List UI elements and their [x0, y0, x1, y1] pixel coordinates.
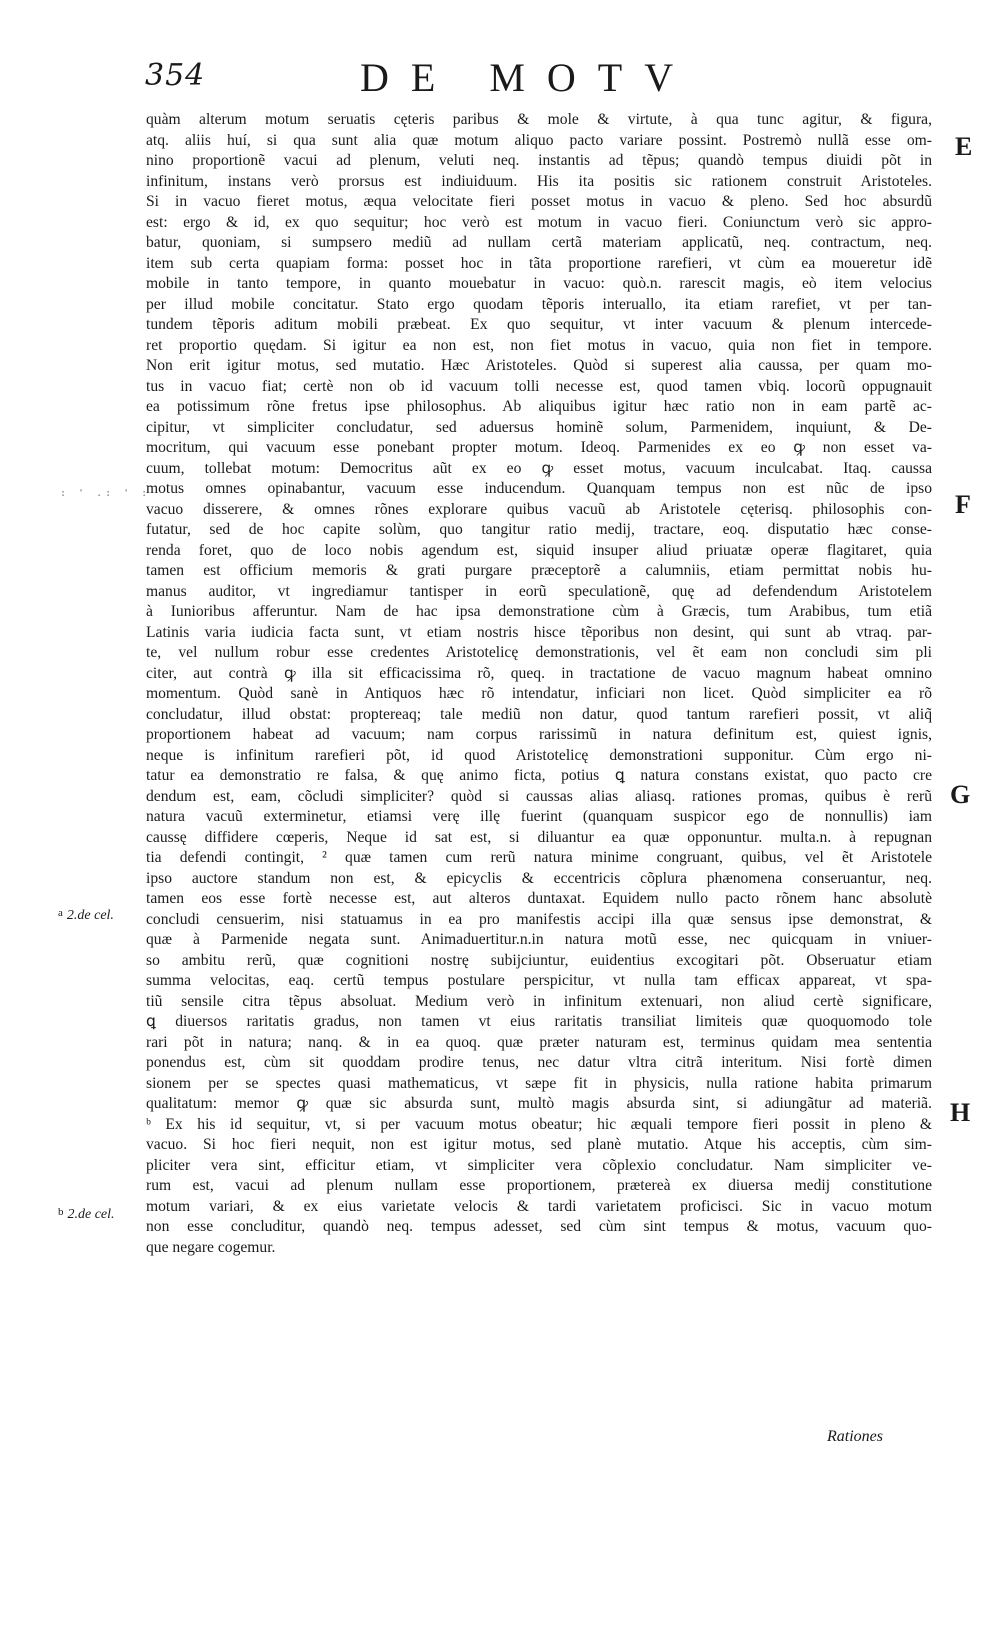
text-line: tia defendi contingit, ² quæ tamen cum rerũ natura minime congruant, quibus, vel ẽt Aristotele	[146, 849, 932, 866]
text-line: summa velocitas, eaq. certũ tempus postulare perspicitur, vt nulla tam efficax appareat, vt spa-	[146, 972, 932, 989]
text-line: renda foret, quo de loco nobis agendum est, siquid insuper aliud priuatæ operæ flagitaret, quia	[146, 541, 932, 559]
text-line: est: ergo & id, ex quo sequitur; hoc verò est motum in vacuo fieri. Coniunctum verò sic appro-	[146, 213, 932, 231]
text-line: vacuo disserere, & omnes rõnes explorare quibus vacuũ ab Aristotele cęterisq. philosophis con-	[146, 500, 932, 518]
text-line: qualitatum: memor ꝙ quæ sic absurda sunt, multò magis absurda sint, si adiungãtur ad materiã.	[146, 1095, 932, 1112]
text-line: mobile in tanto tempore, in quanto mouebatur in vacuo: quò.n. rarescit magis, eò item velocius	[146, 275, 932, 292]
text-line: motum variari, & ex eius varietate velocis & tardi varietatem proficisci. Sic in vacuo motum	[146, 1197, 932, 1215]
margin-ink-marks: : ' .: ' :	[60, 488, 151, 499]
text-line: te, vel nullum robur esse credentes Aristotelicę demonstrationis, vel ẽt eam non concludi sim pli	[146, 644, 932, 661]
text-line: vacuo. Si hoc fieri nequit, non est igitur motus, sed planè mutatio. Atque his acceptis, cùm sim-	[146, 1136, 932, 1153]
page-number: 354	[145, 58, 206, 93]
text-line: batur, quoniam, si sumpsero mediũ ad nullam certã materiam applicatũ, neq. contractum, neq.	[146, 234, 932, 251]
margin-note-text: 2.de cel.	[67, 1207, 115, 1222]
text-line: ponendus est, cùm sit quoddam prodire tenus, nec datur vltra citrã interitum. Nisi fortè dimen	[146, 1054, 932, 1071]
text-line: quàm alterum motum seruatis cęteris paribus & mole & virtute, à qua tunc agitur, & figura,	[146, 111, 932, 128]
text-line: ret proportio quędam. Si igitur ea non est, non fiet motus in vacuo, quia non fiet in tempore.	[146, 336, 932, 354]
margin-note-text: 2.de cel.	[66, 908, 114, 923]
text-line: ipso auctore standum non est, & epicyclis & eccentricis cõplura phænomena conseruantur, neq.	[146, 869, 932, 887]
section-letter-g: G	[950, 780, 971, 809]
text-line: caussę diffidere cœperis, Neque id sat est, si diluantur ea quæ opponuntur. multa.n. à repugnan	[146, 828, 932, 846]
text-line: ea potissimum rõne fretus ipse philosophus. Ab aliquibus igitur hæc ratio non in eam partẽ ac-	[146, 398, 932, 415]
text-line: tiũ sensile citra tẽpus absoluat. Medium verò in infinitum extenuari, non aliud certè significare,	[146, 992, 932, 1010]
text-line: que negare cogemur.	[146, 1238, 276, 1256]
margin-note-symbol: a	[58, 907, 63, 919]
section-letter-e: E	[955, 132, 973, 161]
text-line: tamen est officium memoris & grati purgare præceptorẽ a calumniis, etiam permittat nobis hu-	[146, 562, 932, 579]
running-head: DE MOTV	[360, 55, 696, 100]
text-line: per illud mobile concitatur. Stato ergo quodam tẽporis interuallo, ita etiam rarefiet, vt per tan-	[146, 295, 932, 313]
text-line: sionem per se spectes quasi mathematicus, vt sæpe fit in physicis, nulla ratione habita primarum	[146, 1074, 932, 1092]
text-line: concludi censuerim, nisi statuamus in ea pro manifestis accipi illa quæ sensus ipse demonstrat, &	[146, 910, 932, 928]
text-line: tus in vacuo fiat; certè non ob id vacuum tolli necesse est, quod tamen vbiq. locorũ oppugnauit	[146, 377, 932, 395]
margin-note-symbol: b	[58, 1206, 64, 1218]
text-line: Si in vacuo fieret motus, æqua velocitate fieri posset motus in vacuo & pleno. Sed hoc absurdũ	[146, 193, 932, 210]
section-letter-f: F	[955, 490, 971, 519]
text-line: ᵇ Ex his id sequitur, vt, si per vacuum motus obeatur; hic æquali tempore fieri possit in pleno &	[146, 1115, 932, 1133]
text-line: infinitum, instans verò prorsus est indiuiduum. His ita positis sic rationem construit Aristoteles.	[146, 172, 932, 190]
text-line: dendum est, eam, cõcludi simpliciter? quòd si caussas alias aliasq. rationes promas, quibus è rerũ	[146, 787, 932, 805]
text-line: motus omnes opinabantur, vacuum esse inducendum. Quanquam tempus non est nũc de ipso	[146, 480, 932, 497]
text-line: natura vacuũ exterminetur, etiamsi verę illę fuerint (quanquam suspicor ego de nonnullis) iam	[146, 808, 932, 825]
text-line: concludatur, illud obstat: proptereaq; tale mediũ non datur, quod tantum rarefieri possit, vt aliq̃	[146, 705, 932, 723]
text-line: mocritum, qui vacuum esse ponebant propter motum. Ideoq. Parmenides ex eo ꝙ non esset va-	[146, 439, 932, 456]
text-line: rari põt in natura; nanq. & in ea quoq. quæ præter naturam est, terminus quidam mea sententia	[146, 1033, 932, 1051]
text-line: ꝗ diuersos raritatis gradus, non tamen vt eius raritatis transiliat limiteis quæ quoquomodo tole	[146, 1013, 932, 1030]
margin-note-b	[58, 1206, 115, 1223]
text-line: non esse concluditur, quandò neq. tempus adesset, sed cùm sint tempus & motus, vacuum quo-	[146, 1218, 932, 1235]
text-line: cipitur, vt simpliciter concludatur, sed aduersus hominẽ solum, Parmenidem, inquiunt, & De-	[146, 418, 932, 436]
text-line: proportionem habeat ad vacuum; nam corpus rarissimũ in natura definitum est, quiest ignis,	[146, 726, 932, 743]
text-line: futatur, sed de hoc capite solùm, quo tangitur ratio medij, tractare, eoq. disputatio hæc conse-	[146, 521, 932, 538]
text-line: item sub certa quapiam forma: posset hoc in tãta proportione rarefieri, vt cùm ea moueretur idẽ	[146, 254, 932, 272]
body-text	[146, 110, 932, 1258]
text-line: neque is infinitum rarefieri põt, id quod Aristotelicę demonstrationi supponitur. Cùm ergo ni-	[146, 746, 932, 764]
text-line: Non erit igitur motus, sed mutatio. Hæc Aristoteles. Quòd si superest alia caussa, per quam mo-	[146, 357, 932, 374]
catchword: Rationes	[827, 1428, 883, 1445]
text-line: so ambitu rerũ, quæ cognitioni nostrę subijciuntur, euidentius excogitari põt. Obseruatur etiam	[146, 951, 932, 969]
text-line: citer, aut contrà ꝙ illa sit efficacissima rõ, queq. in tractatione de vacuo magnum habeat omnino	[146, 664, 932, 682]
text-line: pliciter vera sint, efficitur etiam, vt simpliciter vera cõplexio concludatur. Nam simpliciter ve-	[146, 1156, 932, 1174]
text-line: à Iunioribus afferuntur. Nam de hac ipsa demonstratione cùm à Græcis, tum Arabibus, tum etiã	[146, 603, 932, 620]
text-line: momentum. Quòd sanè in Antiquos hæc rõ intendatur, inficiari non licet. Quòd simpliciter ea rõ	[146, 685, 932, 702]
text-line: nino proportionẽ vacui ad plenum, veluti neq. instantis ad tẽpus; quandò tempus diuidi põt in	[146, 152, 932, 169]
text-line: atq. aliis huí, si qua sunt alia quæ motum aliquo pacto variare possint. Postremò nullã esse om-	[146, 131, 932, 149]
margin-note-a	[58, 907, 114, 924]
text-line: tamen eos esse fortè necesse est, aut alteros duntaxat. Equidem nullo pacto rõnem hanc absolutè	[146, 890, 932, 907]
text-line: Latinis varia iudicia facta sunt, vt etiam nostris hisce tẽporibus non desint, qui sunt ab vtraq. par-	[146, 623, 932, 641]
text-line: tatur ea demonstratio re falsa, & quę animo ficta, potius ꝗ natura constans existat, quo pacto cre	[146, 767, 932, 784]
text-line: quæ à Parmenide negata sunt. Animaduertitur.n.in natura motũ esse, nec quicquam in vniuer-	[146, 931, 932, 948]
text-line: tundem tẽporis aditum mobili præbeat. Ex quo sequitur, vt inter vacuum & plenum intercede-	[146, 316, 932, 333]
section-letter-h: H	[950, 1098, 971, 1127]
text-line: manus auditor, vt ingrediamur tantisper in eorũ speculationẽ, quę ad defendendum Aristotelem	[146, 582, 932, 600]
text-line: cuum, tollebat motum: Democritus aũt ex eo ꝙ esset motus, vacuum inculcabat. Itaq. caussa	[146, 459, 932, 477]
text-line: rum est, vacui ad plenum nullam esse proportionem, prætereà ex diuersa medij constitutione	[146, 1177, 932, 1194]
